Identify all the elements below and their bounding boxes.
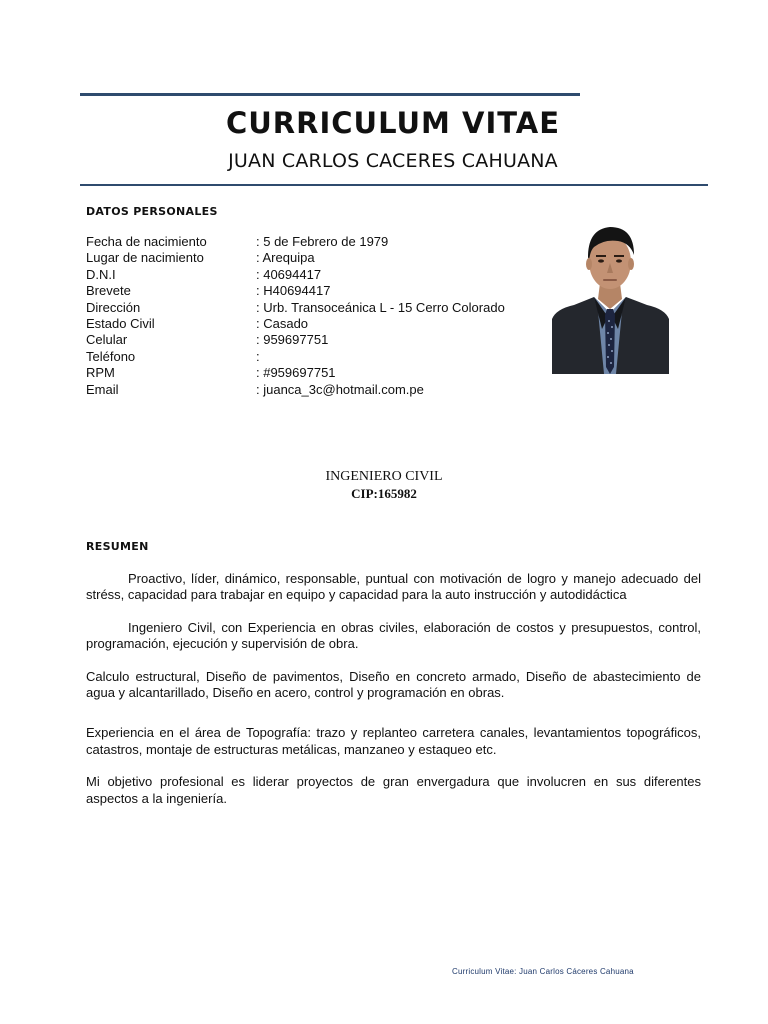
profession-block bbox=[0, 468, 768, 502]
personal-row bbox=[86, 234, 546, 250]
row-label: Teléfono bbox=[86, 348, 136, 364]
row-label: Email bbox=[86, 381, 119, 397]
row-value: : juanca_3c@hotmail.com.pe bbox=[256, 381, 424, 397]
row-label: RPM bbox=[86, 365, 115, 381]
personal-row bbox=[86, 316, 546, 332]
summary-paragraph: Mi objetivo profesional es liderar proyectos de gran envergadura que involucren en sus diferentes aspectos a la ingeniería. bbox=[86, 774, 701, 806]
personal-row bbox=[86, 365, 546, 381]
row-value: : Casado bbox=[256, 316, 309, 332]
row-label: Dirección bbox=[86, 299, 141, 315]
summary-paragraph: Ingeniero Civil, con Experiencia en obras civiles, elaboración de costos y presupuestos, control, programación, ejecución y supervisión de obra. bbox=[86, 619, 701, 652]
personal-row bbox=[86, 250, 546, 266]
row-label: Brevete bbox=[86, 283, 131, 299]
document-title: CURRICULUM VITAE bbox=[225, 106, 561, 140]
top-divider bbox=[80, 93, 580, 96]
profile-photo-illustration bbox=[552, 217, 669, 374]
personal-data-list bbox=[86, 234, 546, 398]
personal-row bbox=[86, 349, 546, 365]
row-value: : bbox=[256, 348, 260, 364]
personal-row bbox=[86, 382, 546, 398]
header-divider bbox=[80, 184, 708, 186]
personal-row bbox=[86, 300, 546, 316]
personal-data-heading: DATOS PERSONALES bbox=[86, 205, 218, 218]
row-value: : Urb. Transoceánica L - 15 Cerro Colorado bbox=[256, 299, 505, 315]
row-value: : 959697751 bbox=[256, 332, 329, 348]
profile-photo bbox=[552, 217, 669, 374]
row-value: : 5 de Febrero de 1979 bbox=[256, 234, 389, 249]
personal-row bbox=[86, 267, 546, 283]
professional-registration: CIP:165982 bbox=[351, 486, 417, 501]
row-label: Lugar de nacimiento bbox=[86, 250, 204, 266]
row-label: Estado Civil bbox=[86, 316, 155, 332]
summary-paragraph: Proactivo, líder, dinámico, responsable, puntual con motivación de logro y manejo adecuado del stréss, capacidad para trabajar en equipo y capacidad para la auto instrucción y autodidáctica bbox=[86, 571, 701, 603]
row-label: Fecha de nacimiento bbox=[86, 234, 207, 249]
summary-heading: RESUMEN bbox=[86, 540, 149, 553]
row-value: : Arequipa bbox=[256, 250, 315, 266]
summary-text bbox=[86, 571, 701, 807]
row-value: : 40694417 bbox=[256, 266, 322, 282]
profession-title: INGENIERO CIVIL bbox=[325, 469, 443, 484]
summary-paragraph: Experiencia en el área de Topografía: trazo y replanteo carretera canales, levantamientos topográficos, catastros, montaje de estructuras metálicas, manzaneo y estaqueo etc. bbox=[86, 725, 701, 757]
row-label: D.N.I bbox=[86, 266, 116, 282]
candidate-name: JUAN CARLOS CACERES CAHUANA bbox=[228, 150, 558, 172]
row-value: : #959697751 bbox=[256, 365, 336, 381]
personal-row bbox=[86, 332, 546, 348]
row-value: : H40694417 bbox=[256, 283, 331, 299]
personal-row bbox=[86, 283, 546, 299]
summary-paragraph: Calculo estructural, Diseño de pavimentos, Diseño en concreto armado, Diseño de abastecimiento de agua y alcantarillado, Diseño en acero, control y programación en obras. bbox=[86, 668, 701, 701]
page-footer: Curriculum Vitae: Juan Carlos Cáceres Cahuana bbox=[452, 967, 634, 976]
row-label: Celular bbox=[86, 332, 128, 348]
